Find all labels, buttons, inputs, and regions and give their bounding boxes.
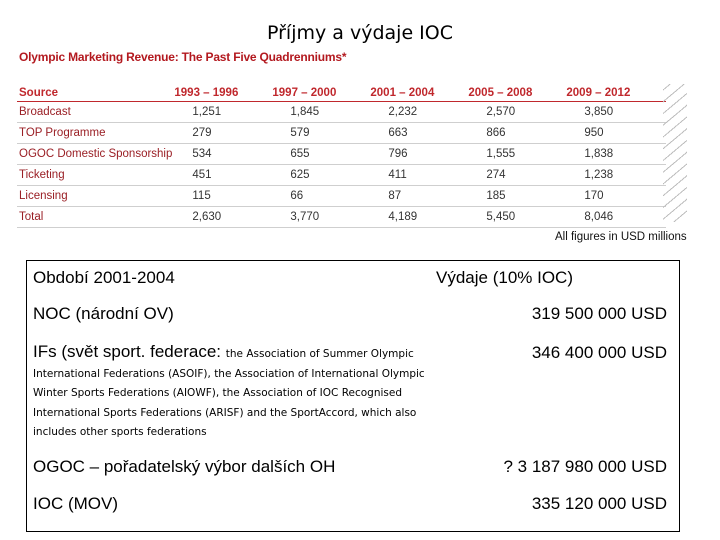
column-header: 2001 – 2004 <box>368 84 466 102</box>
table-row <box>17 207 666 228</box>
expense-label: IFs (svět sport. federace: <box>33 342 226 361</box>
revenue-table-heading: Olympic Marketing Revenue: The Past Five Quadrenniums* <box>19 50 347 64</box>
table-cell: 1,838 <box>564 144 666 165</box>
table-cell: 170 <box>564 186 666 207</box>
table-cell: 1,238 <box>564 165 666 186</box>
table-cell: 625 <box>270 165 368 186</box>
table-cell: 866 <box>466 123 564 144</box>
table-row <box>17 123 666 144</box>
table-cell: 274 <box>466 165 564 186</box>
row-source: TOP Programme <box>17 123 172 144</box>
expense-label: IOC (MOV) <box>33 494 118 513</box>
column-header: 1997 – 2000 <box>270 84 368 102</box>
table-row <box>17 102 666 123</box>
table-cell: 1,845 <box>270 102 368 123</box>
table-cell: 796 <box>368 144 466 165</box>
table-cell: 4,189 <box>368 207 466 228</box>
slide-title: Příjmy a výdaje IOC <box>267 22 453 44</box>
table-cell: 185 <box>466 186 564 207</box>
table-cell: 411 <box>368 165 466 186</box>
table-cell: 1,555 <box>466 144 564 165</box>
table-cell: 87 <box>368 186 466 207</box>
expense-value: 346 400 000 USD <box>531 343 667 362</box>
row-source: Broadcast <box>17 102 172 123</box>
table-row <box>17 144 666 165</box>
expense-label-detail: the Association of Summer Olympic International Federations (ASOIF), the Association of International Olympic Winter Sports Federations (AIOWF), the Association of IOC Recognised International Sports Federations (ARISF) and the SportAccord, which also includes other sports federations <box>33 348 425 438</box>
table-cell: 3,770 <box>270 207 368 228</box>
table-cell: 534 <box>172 144 270 165</box>
table-cell: 8,046 <box>564 207 666 228</box>
row-source: Licensing <box>17 186 172 207</box>
row-source: Total <box>17 207 172 228</box>
expenses-header-left: Období 2001-2004 <box>33 268 175 287</box>
revenue-header-row <box>17 84 666 102</box>
table-cell: 3,850 <box>564 102 666 123</box>
column-header: 2009 – 2012 <box>564 84 666 102</box>
decorative-hatching <box>663 84 687 222</box>
row-source: OGOC Domestic Sponsorship <box>17 144 172 165</box>
expenses-header-right: Výdaje (10% IOC) <box>436 268 573 287</box>
table-cell: 579 <box>270 123 368 144</box>
expense-label: OGOC – pořadatelský výbor dalších OH <box>33 457 336 476</box>
column-header: 1993 – 1996 <box>172 84 270 102</box>
table-cell: 1,251 <box>172 102 270 123</box>
table-cell: 279 <box>172 123 270 144</box>
column-header: Source <box>17 84 172 102</box>
expense-value: ? 3 187 980 000 USD <box>503 457 667 476</box>
expense-value: 319 500 000 USD <box>531 304 667 323</box>
table-cell: 66 <box>270 186 368 207</box>
expenses-table <box>26 260 680 532</box>
expense-label-ifs <box>33 343 428 441</box>
revenue-table-note: All figures in USD millions <box>555 231 687 243</box>
table-cell: 950 <box>564 123 666 144</box>
table-cell: 5,450 <box>466 207 564 228</box>
expense-value: 335 120 000 USD <box>531 494 667 513</box>
table-cell: 115 <box>172 186 270 207</box>
table-cell: 2,630 <box>172 207 270 228</box>
table-cell: 655 <box>270 144 368 165</box>
expense-label: NOC (národní OV) <box>33 304 174 323</box>
row-source: Ticketing <box>17 165 172 186</box>
table-cell: 2,232 <box>368 102 466 123</box>
table-row <box>17 186 666 207</box>
table-cell: 2,570 <box>466 102 564 123</box>
table-cell: 451 <box>172 165 270 186</box>
table-row <box>17 165 666 186</box>
table-cell: 663 <box>368 123 466 144</box>
revenue-table <box>17 84 666 228</box>
column-header: 2005 – 2008 <box>466 84 564 102</box>
